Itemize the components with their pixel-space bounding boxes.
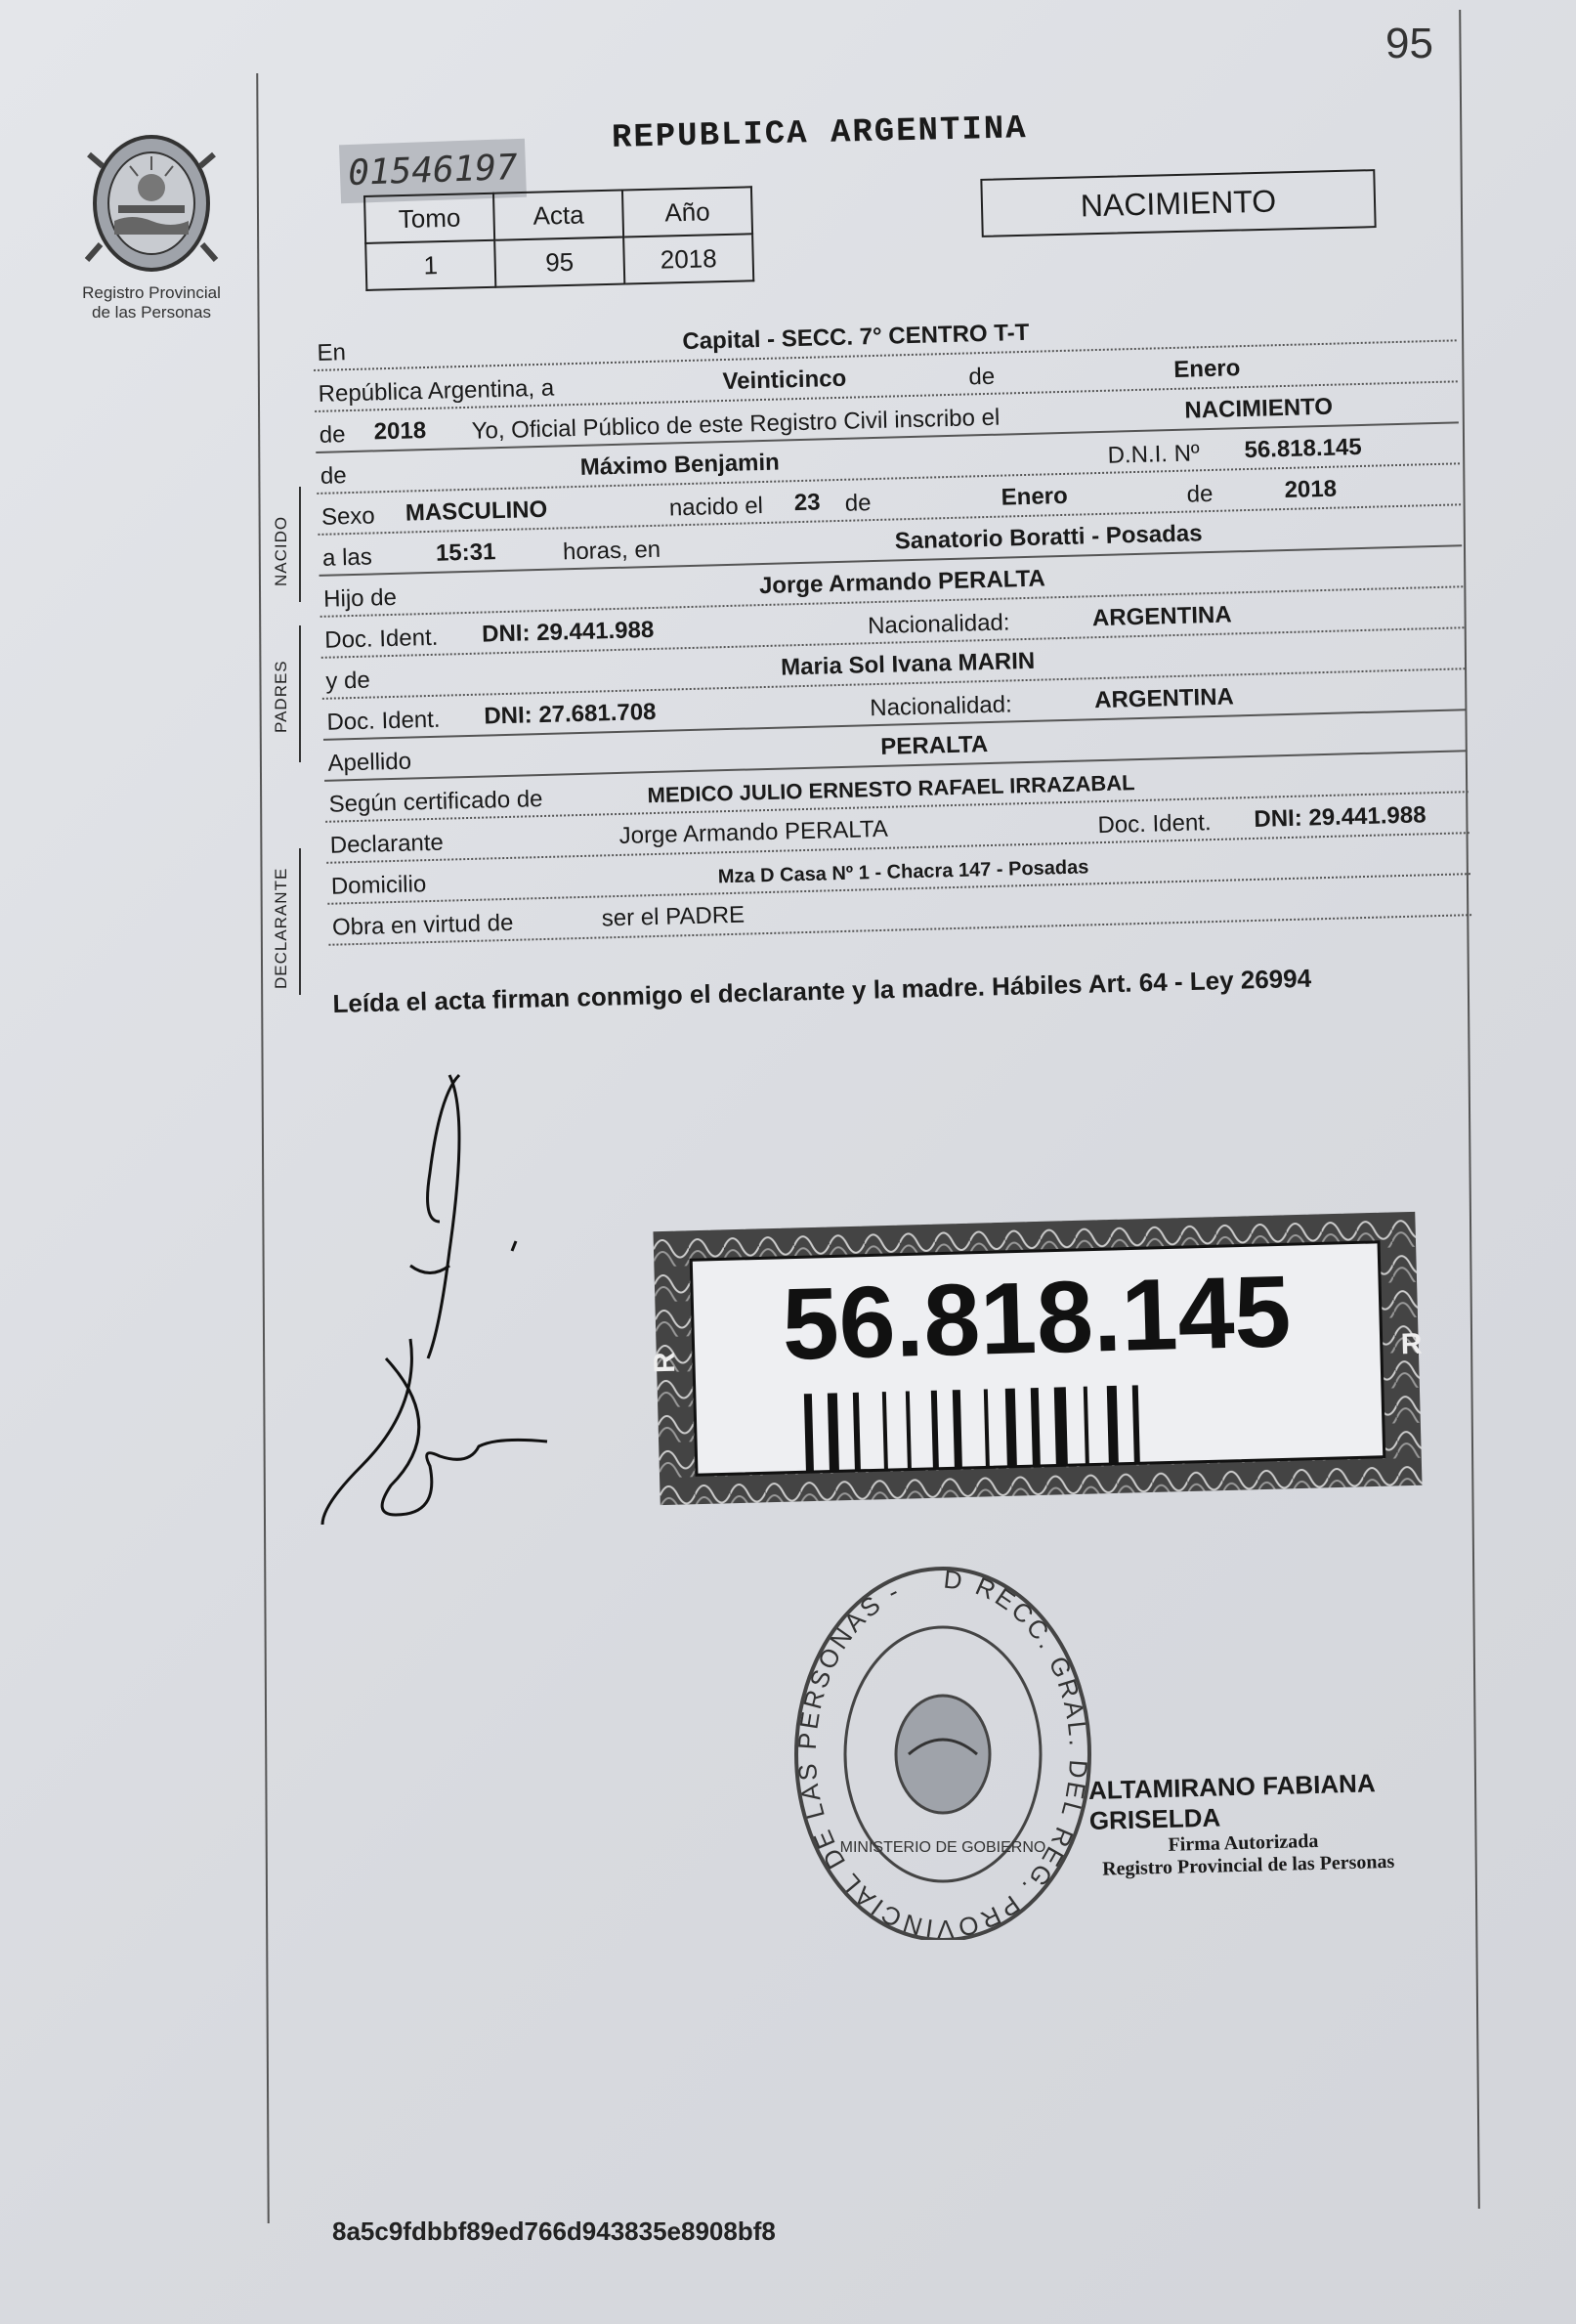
table-header-acta: Acta [493, 191, 623, 240]
hour-value: 15:31 [435, 538, 496, 567]
right-margin-line [1459, 10, 1480, 2209]
day-value: Veinticinco [722, 365, 847, 396]
birth-day: 23 [793, 489, 821, 517]
birth-de-label2: de [1186, 480, 1214, 508]
nacionalidad-label: Nacionalidad: [867, 609, 1010, 640]
barcode-bar [1084, 1387, 1089, 1465]
sexo-label: Sexo [320, 502, 376, 531]
father-name: Jorge Armando PERALTA [758, 565, 1046, 600]
barcode-bar [828, 1393, 839, 1471]
barcode-bar [853, 1393, 861, 1471]
id-number-stamp [648, 1212, 1423, 1505]
hijo-label: Hijo de [322, 583, 398, 613]
declarante-label: Declarante [329, 829, 445, 859]
table-header-ano: Año [622, 187, 752, 237]
domicilio-label: Domicilio [330, 871, 427, 900]
barcode-bar [984, 1389, 990, 1467]
declarante-bracket [299, 848, 301, 995]
table-cell-tomo: 1 [365, 240, 495, 290]
obra-label: Obra en virtud de [331, 909, 514, 941]
section-label-padres: PADRES [272, 660, 290, 733]
birth-year: 2018 [1284, 475, 1338, 504]
serial-number: 01546197 [339, 139, 527, 204]
handwritten-signature [303, 1055, 557, 1544]
barcode-bar [906, 1391, 912, 1469]
father-nationality: ARGENTINA [1091, 601, 1232, 632]
declarante-dni: DNI: 29.441.988 [1254, 801, 1427, 833]
mother-dni: DNI: 27.681.708 [484, 698, 657, 730]
emblem-caption-line1: Registro Provincial [82, 283, 221, 302]
svg-text:R: R [1400, 1327, 1423, 1361]
svg-text:R: R [648, 1351, 682, 1374]
section-label-declarante: DECLARANTE [272, 867, 290, 989]
obra-value: ser el PADRE [601, 901, 745, 932]
birth-de-label: de [844, 490, 872, 517]
seal-inner-text: MINISTERIO DE GOBIERNO [839, 1839, 1046, 1856]
seal-ring-text: D RECC. GRAL. DEL REG. PROVINCIAL DE LAS PERSONAS - [791, 1564, 1094, 1940]
emblem-caption-line2: de las Personas [92, 303, 211, 322]
padres-bracket [299, 625, 301, 762]
father-dni: DNI: 29.441.988 [481, 616, 655, 648]
document-type-box: NACIMIENTO [980, 169, 1376, 237]
barcode-bar [1054, 1387, 1068, 1465]
mother-name: Maria Sol Ivana MARIN [780, 647, 1036, 681]
nacionalidad-label-2: Nacionalidad: [869, 691, 1013, 722]
doc-ident-label-2: Doc. Ident. [326, 706, 441, 736]
provincial-emblem [59, 127, 244, 323]
document-hash: 8a5c9fdbbf89ed766d943835e8908bf8 [332, 2216, 776, 2246]
authorized-signatory [1088, 1766, 1463, 1881]
yo-label: Yo, Oficial Público de este Registro Civil inscribo el [471, 404, 1001, 445]
declarante-doc-label: Doc. Ident. [1097, 809, 1212, 839]
left-margin-line [256, 73, 270, 2223]
name-value: Máximo Benjamin [579, 449, 781, 481]
inscribo-value: NACIMIENTO [1184, 393, 1334, 424]
page-number: 95 [1385, 20, 1433, 67]
barcode-bar [1132, 1385, 1140, 1463]
table-header-tomo: Tomo [364, 194, 494, 243]
signatory-organization: Registro Provincial de las Personas [1101, 1850, 1395, 1880]
republica-label: República Argentina, a [318, 374, 555, 408]
stamp-id-number: 56.818.145 [781, 1255, 1293, 1382]
nacido-label: nacido el [668, 493, 764, 522]
name-de-label: de [319, 462, 347, 490]
en-label: En [317, 339, 347, 366]
domicilio-value: Mza D Casa Nº 1 - Chacra 147 - Posadas [717, 856, 1089, 888]
apellido-label: Apellido [327, 748, 412, 777]
apellido-value: PERALTA [880, 731, 989, 760]
birth-month: Enero [1001, 482, 1069, 511]
year-value: 2018 [373, 417, 427, 446]
table-cell-acta: 95 [494, 237, 624, 287]
barcode-bar [1107, 1386, 1119, 1464]
place-value: Sanatorio Boratti - Posadas [894, 520, 1203, 555]
registry-table [363, 186, 754, 291]
official-seal-icon [791, 1559, 1094, 1940]
nacido-bracket [299, 487, 301, 602]
year-de-label: de [319, 421, 346, 449]
barcode-bar [804, 1394, 814, 1472]
mother-nationality: ARGENTINA [1093, 683, 1235, 714]
sexo-value: MASCULINO [405, 495, 548, 527]
en-value: Capital - SECC. 7° CENTRO T-T [682, 319, 1030, 356]
coat-of-arms-icon [83, 127, 220, 279]
barcode-bar [1031, 1388, 1041, 1466]
horas-label: horas, en [562, 536, 661, 566]
certificado-label: Según certificado de [328, 786, 543, 818]
country-title: REPUBLICA ARGENTINA [611, 110, 1029, 157]
table-cell-ano: 2018 [623, 234, 753, 283]
dni-value: 56.818.145 [1244, 433, 1362, 464]
signatory-name: ALTAMIRANO FABIANA GRISELDA [1087, 1768, 1376, 1835]
doc-ident-label: Doc. Ident. [323, 624, 439, 654]
month-value: Enero [1173, 355, 1241, 383]
dni-label: D.N.I. Nº [1107, 440, 1201, 469]
a-las-label: a las [321, 543, 373, 572]
barcode-bar [931, 1391, 939, 1469]
barcode-bar [953, 1390, 962, 1468]
closing-statement: Leída el acta firman conmigo el declarante y la madre. Hábiles Art. 64 - Ley 26994 [332, 963, 1312, 1018]
signatory-role: Firma Autorizada [1168, 1829, 1319, 1856]
barcode-icon [804, 1382, 1275, 1473]
de-label: de [968, 363, 996, 391]
y-de-label: y de [325, 667, 371, 695]
barcode-bar [1005, 1389, 1017, 1467]
certificado-value: MEDICO JULIO ERNESTO RAFAEL IRRAZABAL [647, 770, 1135, 808]
barcode-bar [882, 1392, 888, 1470]
declarante-value: Jorge Armando PERALTA [618, 815, 889, 849]
birth-record-form [313, 300, 1471, 945]
section-label-nacido: NACIDO [272, 515, 290, 586]
